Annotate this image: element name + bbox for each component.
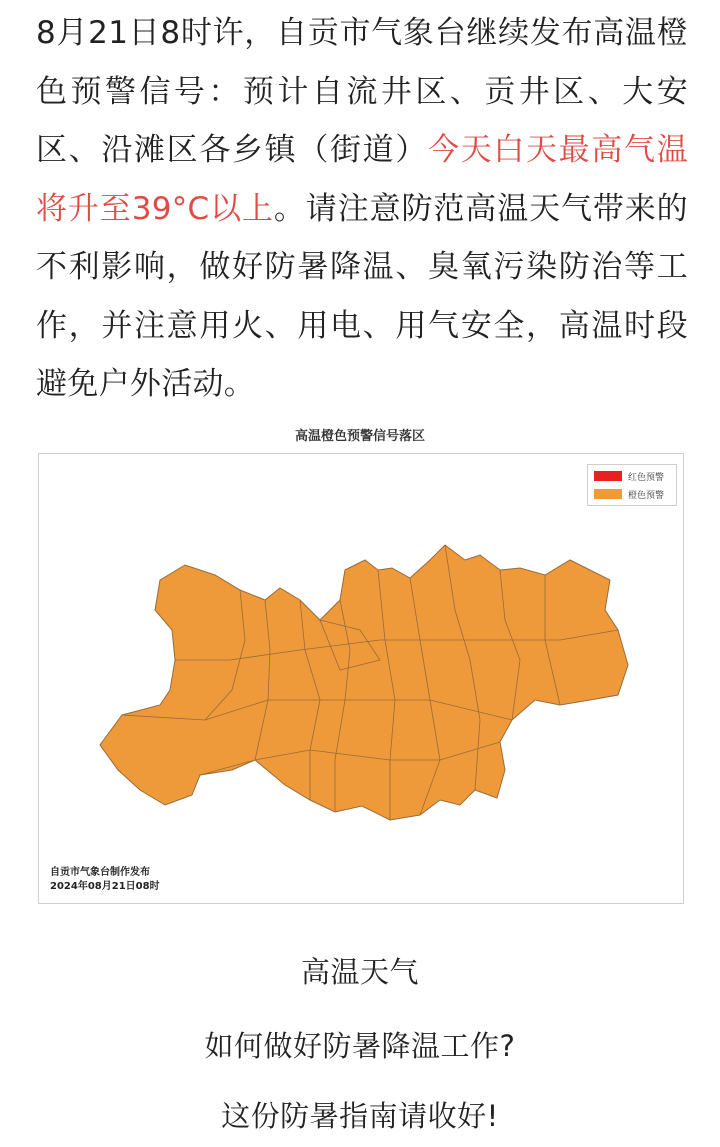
caption-line-1: 高温天气	[300, 955, 419, 989]
map-legend	[587, 464, 677, 506]
article-text-after: 。请注意防范高温天气带来的不利影响，做好防暑降温、臭氧污染防治等工作，并注意用火、用电、用气安全，高温时段避免户外活动。	[36, 190, 688, 402]
legend-swatch-orange	[594, 489, 622, 499]
caption-line-2: 如何做好防暑降温工作?	[204, 1029, 516, 1063]
article-text-before: 8月21日8时许，自贡市气象台继续发布高温橙色预警信号：预计自流井区、贡井区、大安区、沿滩区各乡镇（街道）	[36, 15, 688, 168]
map-credit	[50, 866, 160, 894]
legend-swatch-red	[594, 471, 622, 481]
caption-line-3: 这份防暑指南请收好!	[221, 1099, 499, 1133]
legend-label-orange: 橙色预警	[628, 490, 665, 501]
legend-item-orange	[594, 488, 664, 500]
legend-item-red	[594, 470, 664, 482]
map-credit-time: 2024年08月21日08时	[50, 881, 160, 892]
map-title: 高温橙色预警信号落区	[294, 429, 425, 444]
article-text-highlight: 今天白天最高气温将升至39°C以上	[36, 132, 688, 227]
map-credit-org: 自贡市气象台制作发布	[50, 867, 150, 878]
legend-label-red: 红色预警	[628, 472, 665, 483]
zigong-warning-region	[100, 545, 628, 820]
